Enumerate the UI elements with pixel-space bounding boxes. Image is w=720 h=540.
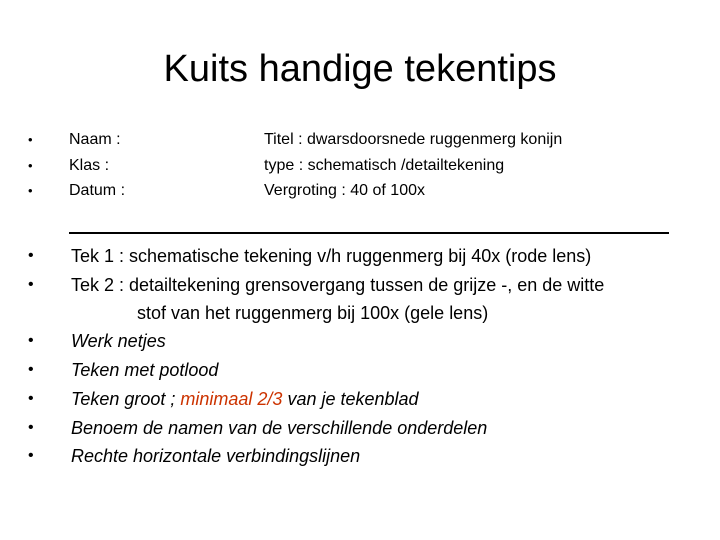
divider-line [69, 232, 669, 234]
bullet: • [28, 419, 34, 436]
name-label: Naam : [69, 131, 121, 148]
type-field: type : schematisch /detailtekening [264, 157, 505, 174]
tip-text: Tek 1 : schematische tekening v/h ruggenmerg bij 40x (rode lens) [71, 246, 592, 266]
tip-text: Werk netjes [71, 331, 166, 351]
tip-text: stof van het ruggenmerg bij 100x (gele lens) [137, 303, 489, 323]
bullet: • [28, 447, 34, 464]
bullet: • [28, 361, 34, 378]
page-title: Kuits handige tekentips [163, 48, 557, 90]
title-field: Titel : dwarsdoorsnede ruggenmerg konijn [264, 131, 563, 148]
tip-text: Tek 2 : detailtekening grensovergang tussen de grijze -, en de witte [71, 275, 605, 295]
bullet: • [28, 158, 33, 173]
tip-text-pre: Teken groot ; [71, 389, 181, 409]
bullet: • [28, 332, 34, 349]
magnification-field: Vergroting : 40 of 100x [264, 182, 425, 199]
bullet: • [28, 390, 34, 407]
bullet: • [28, 183, 33, 198]
tip-text: Teken met potlood [71, 360, 219, 380]
tip-text: Rechte horizontale verbindingslijnen [71, 446, 361, 466]
bullet: • [28, 132, 33, 147]
tip-text-post: van je tekenblad [282, 389, 419, 409]
class-label: Klas : [69, 157, 110, 174]
tip-text [71, 385, 419, 413]
bullet: • [28, 276, 34, 293]
tip-text: Benoem de namen van de verschillende onderdelen [71, 418, 488, 438]
tip-text-highlight: minimaal 2/3 [180, 389, 283, 409]
bullet: • [28, 247, 34, 264]
date-label: Datum : [69, 182, 126, 199]
